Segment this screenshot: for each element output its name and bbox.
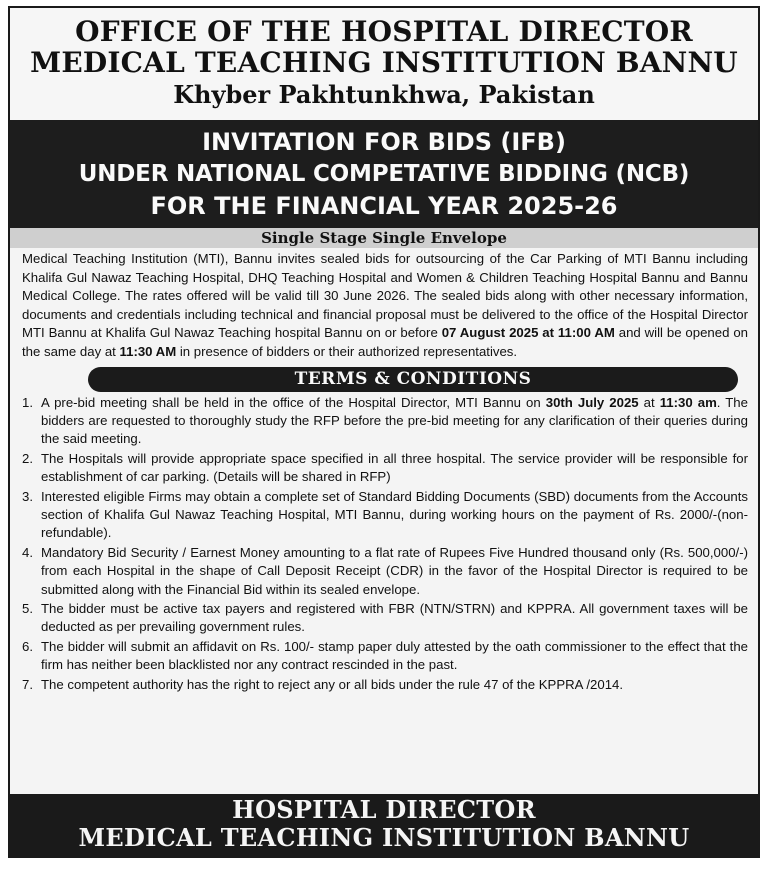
office-header <box>10 8 758 120</box>
terms-list <box>10 394 758 695</box>
term-number: 3. <box>22 488 33 504</box>
ifb-title: INVITATION FOR BIDS (IFB) <box>202 128 566 156</box>
term-item <box>22 450 748 487</box>
terms-title: TERMS & CONDITIONS <box>88 367 738 392</box>
ncb-title: UNDER NATIONAL COMPETATIVE BIDDING (NCB) <box>78 161 690 187</box>
term-item <box>22 544 748 599</box>
term-number: 1. <box>22 394 33 410</box>
signature-footer <box>10 794 758 856</box>
bidding-stage: Single Stage Single Envelope <box>10 228 758 248</box>
term-item <box>22 488 748 543</box>
pre-bid-time: 11:30 am <box>659 394 717 410</box>
province-country: Khyber Pakhtunkhwa, Pakistan <box>173 80 595 109</box>
signatory-institution: MEDICAL TEACHING INSTITUTION BANNU <box>78 823 690 852</box>
advertisement <box>8 6 760 858</box>
term-text: . The bidders are requested to thoroughly study the RFP before the pre-bid meeting for any clarification of their queries during the said meeting. <box>41 394 748 447</box>
intro-text-2: and will be opened on the same day at <box>22 325 749 359</box>
institution-name: MEDICAL TEACHING INSTITUTION BANNU <box>30 46 738 79</box>
intro-paragraph <box>10 248 758 362</box>
terms-heading <box>10 365 758 393</box>
term-text: The bidder will submit an affidavit on Rs. 100/- stamp paper duly attested by the oath commissioner to the effect that the firm has neither been blacklisted nor any contract rescinded in the past. <box>41 638 748 673</box>
term-text: The competent authority has the right to reject any or all bids under the rule 47 of the KPPRA /2014. <box>41 676 624 692</box>
pre-bid-date: 30th July 2025 <box>545 394 639 410</box>
term-text: The Hospitals will provide appropriate space specified in all three hospital. The service provider will be responsible for establishment of car parking. (Details will be shared in RFP) <box>41 450 748 485</box>
intro-text-3: in presence of bidders or their authorized representatives. <box>176 343 518 359</box>
term-number: 2. <box>22 450 33 466</box>
term-number: 5. <box>22 601 33 617</box>
office-title: OFFICE OF THE HOSPITAL DIRECTOR <box>75 15 693 48</box>
term-item <box>22 600 748 637</box>
financial-year: FOR THE FINANCIAL YEAR 2025-26 <box>150 192 618 220</box>
opening-time: 11:30 AM <box>119 343 177 359</box>
ifb-banner <box>10 120 758 228</box>
term-text: The bidder must be active tax payers and registered with FBR (NTN/STRN) and KPPRA. All government taxes will be deducted as per prevailing government rules. <box>41 601 748 635</box>
submission-deadline: 07 August 2025 at 11:00 AM <box>441 325 615 341</box>
term-item <box>22 394 748 449</box>
intro-text-1: Medical Teaching Institution (MTI), Bannu invites sealed bids for outsourcing of the Car Parking of MTI Bannu including Khalifa Gul Nawaz Teaching Hospital, DHQ Teaching Hospital and Women & Children Teaching Hospital Bannu and Bannu Medical College. The rates offered will be valid till 30 June 2026. The sealed bids along with other necessary information, documents and credentials including technical and financial proposal must be delivered to the office of the Hospital Director MTI Bannu at Khalifa Gul Nawaz Teaching hospital Bannu on or before <box>22 251 748 341</box>
term-number: 6. <box>22 638 33 654</box>
signatory-title: HOSPITAL DIRECTOR <box>232 795 536 824</box>
term-text: Mandatory Bid Security / Earnest Money amounting to a flat rate of Rupees Five Hundred thousand only (Rs. 500,000/-) from each Hospital in the shape of Call Deposit Receipt (CDR) in the favor of the Hospital Director is required to be submitted along with the Financial Bid within its sealed envelope. <box>41 544 748 597</box>
term-number: 4. <box>22 544 33 560</box>
term-text: Interested eligible Firms may obtain a complete set of Standard Bidding Documents (SBD) documents from the Accounts section of Khalifa Gul Nawaz Teaching Hospital, MTI Bannu, during working hours on the payment of Rs. 2000/-(non-refundable). <box>41 488 748 541</box>
term-item <box>22 676 748 694</box>
term-text: A pre-bid meeting shall be held in the office of the Hospital Director, MTI Bannu on <box>41 394 546 410</box>
term-item <box>22 638 748 675</box>
term-text: at <box>638 394 660 410</box>
term-number: 7. <box>22 676 33 692</box>
